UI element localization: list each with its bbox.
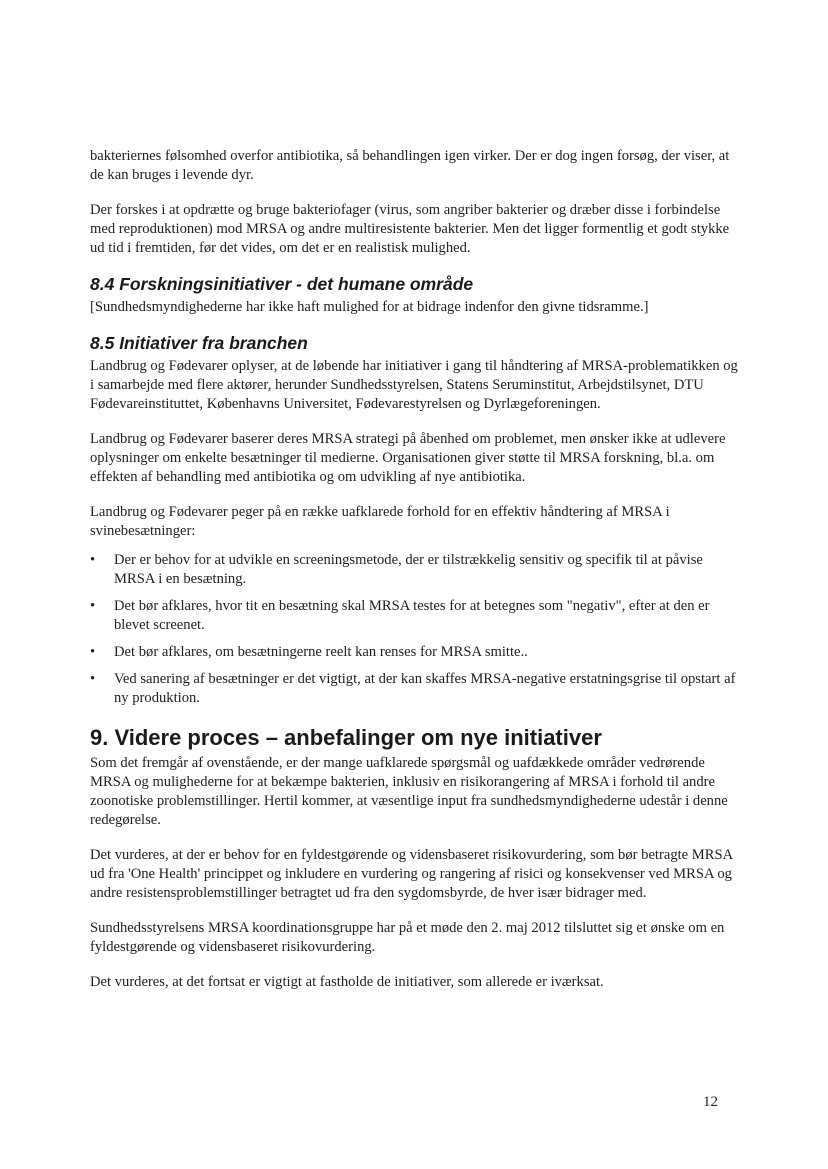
bullet-icon: •: [90, 552, 96, 568]
list-item-text: Ved sanering af besætninger er det vigtigt, at der kan skaffes MRSA-negative erstatningsgrise til opstart af ny produktion.: [114, 671, 736, 706]
paragraph-9-coordination-group: Sundhedsstyrelsens MRSA koordinationsgruppe har på et møde den 2. maj 2012 tilsluttet sig et ønske om en fyldestgørende og vidensbaseret risikovurdering.: [90, 920, 725, 955]
list-item-text: Der er behov for at udvikle en screeningsmetode, der er tilstrækkelig sensitiv og specifik til at påvise MRSA i en besætning.: [114, 552, 703, 587]
document-page: [90, 147, 740, 992]
paragraph-9-open-questions: Som det fremgår af ovenstående, er der mange uafklarede spørgsmål og uafdækkede områder vedrørende MRSA og mulighederne for at bekæmpe bakterien, inklusiv en risikorangering af MRSA i forhold til andre zoonotiske problemstillinger. Hertil kommer, at væsentlige input fra sundhedsmyndighederne udestår i denne redegørelse.: [90, 755, 728, 828]
list-item: [90, 670, 740, 708]
heading-9: 9. Videre proces – anbefalinger om nye initiativer: [90, 725, 602, 750]
paragraph-antibiotics: bakteriernes følsomhed overfor antibiotika, så behandlingen igen virker. Der er dog ingen forsøg, der viser, at de kan bruges i levende dyr.: [90, 148, 730, 183]
list-item-text: Det bør afklares, om besætningerne reelt kan renses for MRSA smitte..: [114, 644, 528, 660]
paragraph-9-risk-assessment: Det vurderes, at der er behov for en fyldestgørende og vidensbaseret risikovurdering, som bør betragte MRSA ud fra 'One Health' princippet og inkludere en vurdering og rangering af risici og konsekvenser ved MRSA og andre resistensproblemstillinger betragtet ud fra den sygdomsbyrde, de hver især bidrager med.: [90, 847, 733, 901]
paragraph-8-4: [Sundhedsmyndighederne har ikke haft mulighed for at bidrage indenfor den givne tidsramme.]: [90, 299, 649, 315]
list-item: [90, 597, 740, 635]
list-item-text: Det bør afklares, hvor tit en besætning skal MRSA testes for at betegnes som "negativ", efter at den er blevet screenet.: [114, 598, 710, 633]
page-number: 12: [703, 1094, 718, 1110]
paragraph-bacteriophages: Der forskes i at opdrætte og bruge bakteriofager (virus, som angriber bakterier og dræber disse i forbindelse med reproduktionen) mod MRSA og andre multiresistente bakterier. Men det ligger formentlig et godt stykke ud tid i fremtiden, før det vides, om det er en realistisk mulighed.: [90, 202, 730, 256]
bullet-icon: •: [90, 644, 96, 660]
heading-8-4: 8.4 Forskningsinitiativer - det humane område: [90, 274, 474, 294]
issues-list: [90, 551, 740, 708]
list-item: [90, 643, 740, 662]
list-item: [90, 551, 740, 589]
heading-8-5: 8.5 Initiativer fra branchen: [90, 333, 308, 353]
paragraph-8-5-issues: Landbrug og Fødevarer peger på en række uafklarede forhold for en effektiv håndtering af MRSA i svinebesætninger:: [90, 504, 670, 539]
paragraph-8-5-initiatives: Landbrug og Fødevarer oplyser, at de løbende har initiativer i gang til håndtering af MRSA-problematikken og i samarbejde med flere aktører, herunder Sundhedsstyrelsen, Statens Seruminstitut, Arbejdstilsynet, DTU Fødevareinstituttet, Københavns Universitet, Fødevarestyrelsen og Dyrlægeforeningen.: [90, 358, 738, 412]
bullet-icon: •: [90, 671, 96, 687]
paragraph-8-5-strategy: Landbrug og Fødevarer baserer deres MRSA strategi på åbenhed om problemet, men ønsker ikke at udlevere oplysninger om enkelte besætninger til medierne. Organisationen giver støtte til MRSA forskning, bl.a. om effekten af behandling med antibiotika og om udvikling af nye antibiotika.: [90, 431, 726, 485]
paragraph-9-maintain-initiatives: Det vurderes, at det fortsat er vigtigt at fastholde de initiativer, som allerede er iværksat.: [90, 974, 604, 990]
bullet-icon: •: [90, 598, 96, 614]
